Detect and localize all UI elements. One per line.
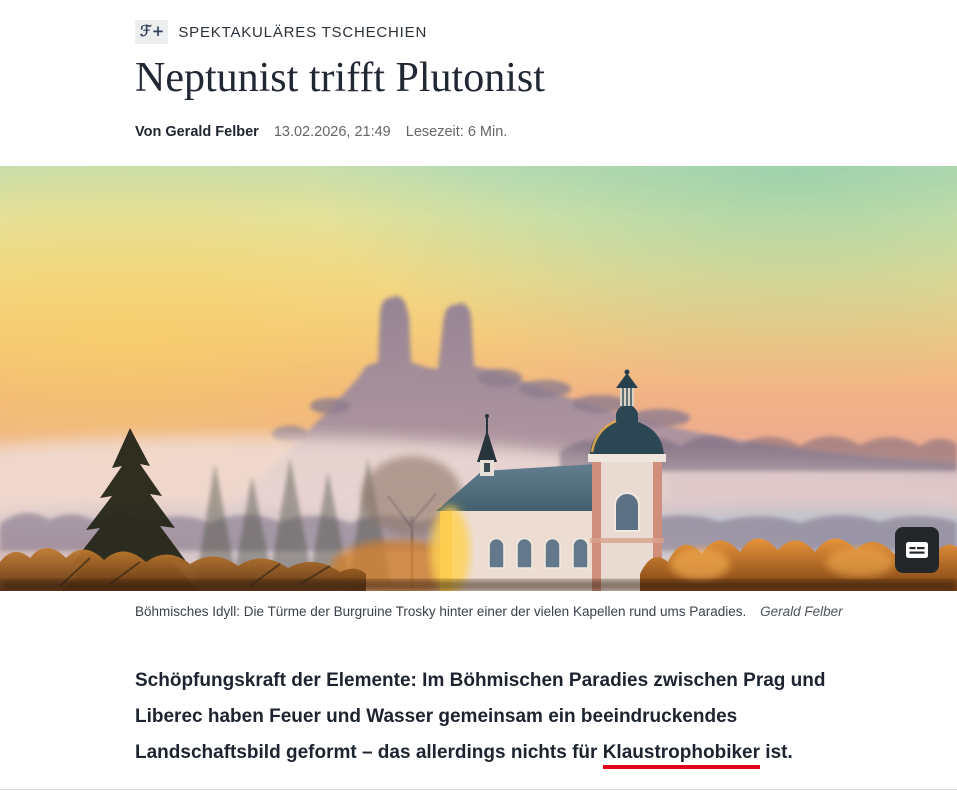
byline [135, 124, 897, 140]
kicker [135, 20, 897, 44]
hero-image [0, 166, 957, 591]
byline-author: Von Gerald Felber [135, 124, 259, 141]
hero-photo-illustration [0, 166, 957, 591]
lead-inline-link[interactable]: Klaustrophobiker [603, 742, 760, 769]
caption-card-icon [904, 538, 930, 562]
lead-text-after: ist. [760, 742, 793, 764]
show-caption-button[interactable] [895, 527, 939, 573]
lead-paragraph [135, 663, 865, 771]
caption-text: Böhmisches Idyll: Die Türme der Burgruine Trosky hinter einer der vielen Kapellen rund ums Paradies. [135, 604, 747, 620]
page-title: Neptunist trifft Plutonist [135, 55, 545, 101]
kicker-label[interactable]: SPEKTAKULÄRES TSCHECHIEN [178, 23, 428, 41]
article-header [0, 20, 957, 140]
lead-text-before: Schöpfungskraft der Elemente: Im Böhmischen Paradies zwischen Prag und Liberec haben Feuer und Wasser gemeinsam ein beeindruckendes Landschaftsbild geformt – das allerdings nichts für [135, 670, 826, 764]
photo-credit: Gerald Felber [760, 604, 843, 620]
fplus-icon: ℱ+ [135, 20, 168, 44]
byline-reading-time: Lesezeit: 6 Min. [405, 124, 508, 141]
byline-datetime: 13.02.2026, 21:49 [273, 124, 391, 141]
hero-figure [0, 166, 957, 619]
section-divider [0, 789, 957, 790]
image-caption [0, 604, 957, 619]
